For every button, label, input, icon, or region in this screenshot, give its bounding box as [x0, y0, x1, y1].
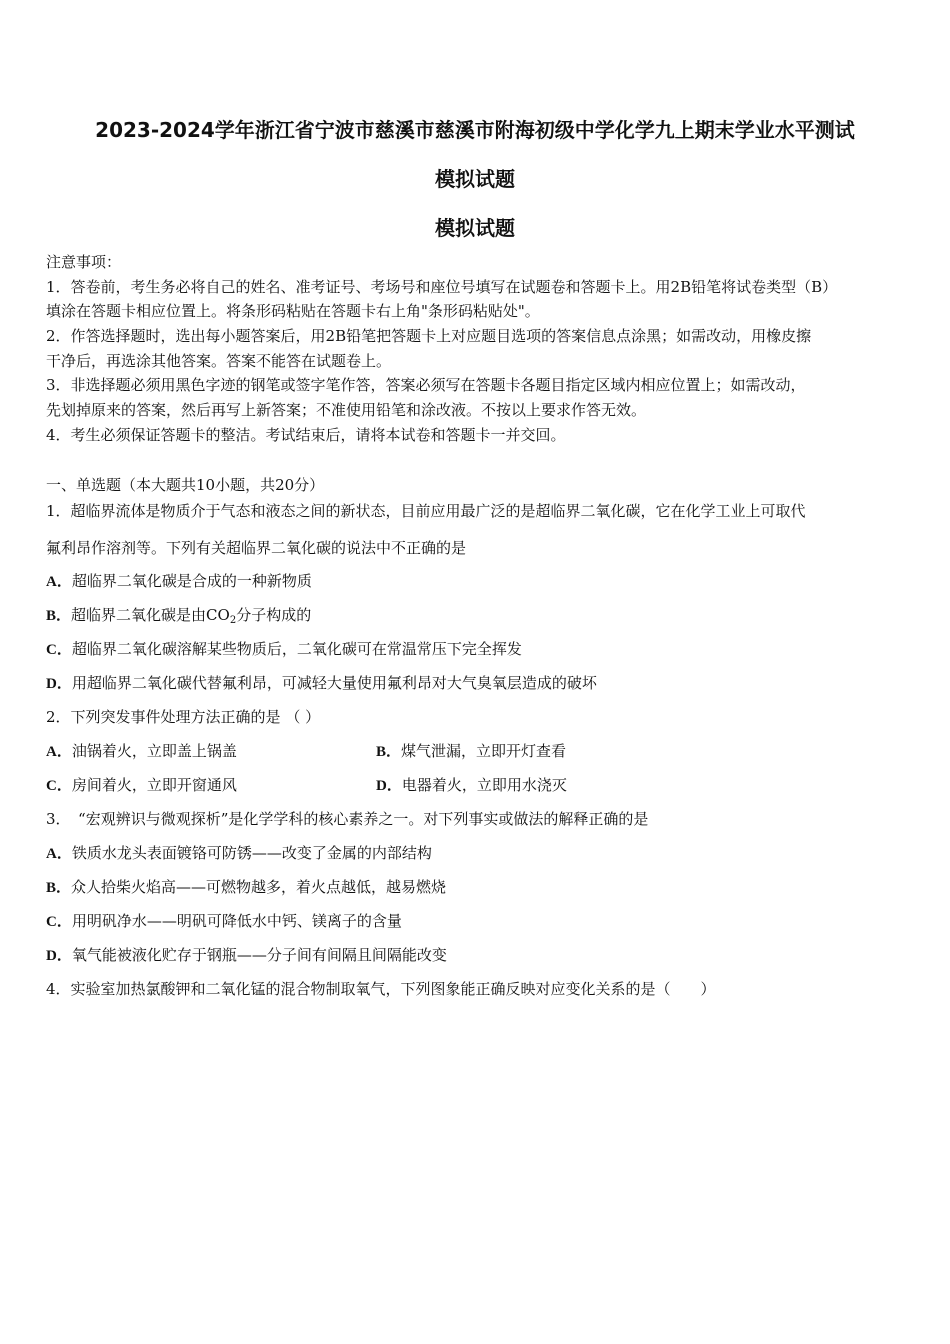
q3-option-b-label: B．	[46, 880, 72, 896]
q3-option-a-text: 铁质水龙头表面镀铬可防锈——改变了金属的内部结构	[71, 844, 432, 862]
q3-option-d	[46, 945, 447, 966]
q1-option-b-formula: CO	[206, 606, 230, 624]
q3-stem: 3． “宏观辨识与微观探析”是化学学科的核心素养之一。对下列事实或做法的解释正确的是	[46, 810, 649, 828]
q2-option-a-text: 油锅着火，立即盖上锅盖	[71, 742, 237, 760]
q1-option-a	[46, 571, 312, 592]
q1-option-d-label: D．	[46, 676, 72, 692]
q3-option-c-text: 用明矾净水——明矾可降低水中钙、镁离子的含量	[71, 912, 402, 930]
q1-option-c-text: 超临界二氧化碳溶解某些物质后，二氧化碳可在常温常压下完全挥发	[71, 640, 522, 658]
q3-option-a-label: A．	[46, 846, 72, 862]
q2-option-d-label: D．	[376, 778, 402, 794]
section-heading: 一、单选题（本大题共10小题，共20分）	[46, 476, 325, 494]
q3-option-b	[46, 877, 446, 898]
q1-option-a-text: 超临界二氧化碳是合成的一种新物质	[71, 572, 312, 590]
q1-option-c-label: C．	[46, 642, 72, 658]
q3-option-a	[46, 843, 432, 864]
q1-option-d	[46, 673, 597, 694]
notice-item-3b: 先划掉原来的答案，然后再写上新答案；不准使用铅笔和涂改液。不按以上要求作答无效。	[46, 401, 647, 419]
q1-option-b	[46, 605, 311, 626]
q3-option-c-label: C．	[46, 914, 72, 930]
exam-subtitle: 模拟试题	[435, 167, 515, 191]
q2-option-d-text: 电器着火，立即用水浇灭	[401, 776, 567, 794]
q4-stem: 4．实验室加热氯酸钾和二氧化锰的混合物制取氧气，下列图象能正确反映对应变化关系的是（ ）	[46, 980, 716, 998]
q2-stem: 2．下列突发事件处理方法正确的是 （ ）	[46, 708, 321, 726]
q1-option-a-label: A．	[46, 574, 72, 590]
q2-option-b-label: B．	[376, 744, 402, 760]
q1-option-c	[46, 639, 522, 660]
q3-option-b-text: 众人拾柴火焰高——可燃物越多，着火点越低，越易燃烧	[71, 878, 447, 896]
q2-option-b	[376, 741, 566, 762]
notice-heading: 注意事项：	[46, 253, 122, 271]
q1-stem-a: 1．超临界流体是物质介于气态和液态之间的新状态，目前应用最广泛的是超临界二氧化碳，它在化学工业上可取代	[46, 502, 806, 520]
notice-item-2a: 2．作答选择题时，选出每小题答案后，用2B铅笔把答题卡上对应题目选项的答案信息点涂黑；如需改动，用橡皮擦	[46, 327, 812, 345]
notice-item-1b: 填涂在答题卡相应位置上。将条形码粘贴在答题卡右上角"条形码粘贴处"。	[46, 302, 540, 320]
q1-option-b-subscript: 2	[229, 615, 237, 626]
q2-option-d	[376, 775, 567, 796]
q3-option-d-text: 氧气能被液化贮存于钢瓶——分子间有间隔且间隔能改变	[71, 946, 447, 964]
q3-option-d-label: D．	[46, 948, 72, 964]
q3-option-c	[46, 911, 402, 932]
q1-option-b-text-pre: 超临界二氧化碳是由	[71, 606, 207, 624]
exam-subtitle-repeat: 模拟试题	[435, 216, 515, 240]
notice-item-3a: 3．非选择题必须用黑色字迹的钢笔或签字笔作答，答案必须写在答题卡各题目指定区域内相应位置上；如需改动，	[46, 376, 806, 394]
q1-option-b-label: B．	[46, 608, 72, 624]
exam-title: 2023-2024学年浙江省宁波市慈溪市慈溪市附海初级中学化学九上期末学业水平测试	[95, 118, 855, 142]
notice-item-4: 4．考生必须保证答题卡的整洁。考试结束后，请将本试卷和答题卡一并交回。	[46, 426, 566, 444]
q2-option-a-label: A．	[46, 744, 72, 760]
q1-option-d-text: 用超临界二氧化碳代替氟利昂，可减轻大量使用氟利昂对大气臭氧层造成的破坏	[71, 674, 597, 692]
q2-option-c-text: 房间着火，立即开窗通风	[71, 776, 237, 794]
q1-stem-b: 氟利昂作溶剂等。下列有关超临界二氧化碳的说法中不正确的是	[46, 539, 467, 557]
q2-option-a	[46, 741, 237, 762]
notice-item-1a: 1．答卷前，考生务必将自己的姓名、准考证号、考场号和座位号填写在试题卷和答题卡上。用2B铅笔将试卷类型（B）	[46, 278, 838, 296]
q2-option-c-label: C．	[46, 778, 72, 794]
q1-option-b-text-post: 分子构成的	[236, 606, 312, 624]
q2-option-c	[46, 775, 237, 796]
notice-item-2b: 干净后，再选涂其他答案。答案不能答在试题卷上。	[46, 352, 392, 370]
q2-option-b-text: 煤气泄漏，立即开灯查看	[401, 742, 567, 760]
